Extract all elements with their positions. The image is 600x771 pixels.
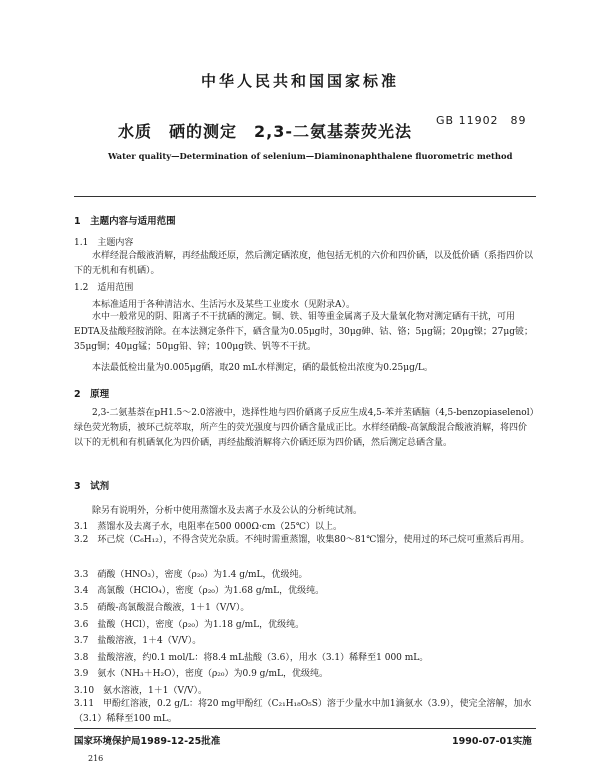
implementation-date: 1990-07-01实施 [452, 736, 532, 747]
reagent-item: 3.5 硝酸-高氯酸混合酸液，1＋1（V/V）。 [74, 603, 250, 613]
section-1-2-scope: 本标准适用于各种清洁水、生活污水及某些工业废水（见附录A）。 [92, 300, 356, 310]
section-1-1-heading: 1.1 主题内容 [74, 238, 134, 248]
section-2-text: 2,3-二氨基萘在pH1.5～2.0溶液中，选择性地与四价硒离子反应生成4,5-苯并苤硒脑（4,5-benzopiaselenol）绿色荧光物质，被环己烷萃取，所产生的荧光强度与四价硒含量成正比。水样经硝酸-高氯酸混合酸液消解，将四价以下的无机和有机硒氧化为四价硒，再经盐酸消解将六价硒还原为四价硒，然后测定总硒含量。 [74, 408, 535, 448]
page-number: 216 [88, 754, 104, 763]
section-1-1-text: 水样经混合酸液消解，再经盐酸还原，然后测定硒浓度，他包括无机的六价和四价硒，以及低价硒（系指四价以下的无机和有机硒）。 [74, 251, 534, 276]
section-2-heading: 2 原理 [74, 389, 110, 400]
reagent-item: 3.3 硝酸（HNO₃），密度（ρ₂₀）为1.4 g/mL，优级纯。 [74, 570, 308, 580]
section-1-2-interference: 水中一般常见的阴、阳离子不干扰硒的测定。铜、铁、钼等重金属离子及大量氧化物对测定硒有干扰，可用EDTA及盐酸羟胺消除。在本法测定条件下，硒含量为0.05μg时，30μg砷、钴、铬；5μg镉；20μg镍；27μg铍；35μg铜；40μg锰；50μg铅、锌；100μg铁、钒等不干扰。 [74, 312, 533, 352]
reagent-item: 3.7 盐酸溶液，1＋4（V/V）。 [74, 636, 202, 646]
section-3-intro: 除另有说明外，分析中使用蒸馏水及去离子水及公认的分析纯试剂。 [92, 506, 363, 516]
section-1-2-heading: 1.2 适用范围 [74, 283, 134, 293]
header-divider [74, 196, 536, 197]
standard-number: GB 11902 89 [436, 114, 527, 127]
footer-divider [74, 728, 536, 729]
reagent-item: 3.4 高氯酸（HClO₄），密度（ρ₂₀）为1.68 g/mL，优级纯。 [74, 586, 325, 596]
reagent-item: 3.10 氨水溶液，1＋1（V/V）。 [74, 686, 208, 696]
reagent-item: 3.1 蒸馏水及去离子水，电阻率在500 000Ω·cm（25℃）以上。 [74, 522, 342, 532]
standard-category: 中华人民共和国国家标准 [200, 72, 399, 90]
reagent-item: 3.9 氨水（NH₃＋H₂O），密度（ρ₂₀）为0.9 g/mL，优级纯。 [74, 669, 328, 679]
reagent-item: 3.6 盐酸（HCl），密度（ρ₂₀）为1.18 g/mL，优级纯。 [74, 620, 305, 630]
document-title: 水质 硒的测定 2,3-二氨基萘荧光法 [118, 122, 412, 141]
section-1-2-detection-limit: 本法最低检出量为0.005μg硒，取20 mL水样测定，硒的最低检出浓度为0.25μg/L。 [92, 363, 433, 373]
reagent-item: 3.2 环己烷（C₆H₁₂），不得含荧光杂质。不纯时需重蒸馏，收集80～81℃馏分，使用过的环己烷可重蒸后再用。 [74, 535, 530, 545]
approval-date: 国家环境保护局1989-12-25批准 [74, 736, 221, 747]
reagent-item: 3.11 甲酚红溶液，0.2 g/L：将20 mg甲酚红（C₂₁H₁₈O₅S）溶于少量水中加1滴氨水（3.9），使完全溶解，加水（3.1）稀释至100 mL。 [74, 699, 532, 724]
section-1-heading: 1 主题内容与适用范围 [74, 216, 176, 227]
english-title: Water quality—Determination of selenium—Diaminonaphthalene fluorometric method [108, 151, 513, 161]
section-3-heading: 3 试剂 [74, 481, 110, 492]
reagent-item: 3.8 盐酸溶液，约0.1 mol/L：将8.4 mL盐酸（3.6），用水（3.1）稀释至1 000 mL。 [74, 653, 429, 663]
